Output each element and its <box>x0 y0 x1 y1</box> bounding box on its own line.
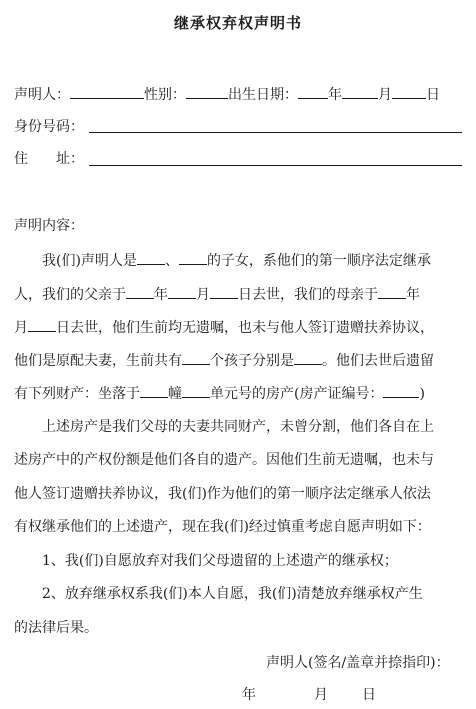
p1-text: 年 <box>154 287 168 303</box>
p1-text: 年 <box>406 287 420 303</box>
mother-month-blank[interactable] <box>28 317 56 332</box>
content-label: 声明内容： <box>14 218 84 234</box>
mother-year-blank[interactable] <box>378 284 406 299</box>
paragraph1-line4 <box>14 350 466 370</box>
address-label: 住 址： <box>14 151 84 167</box>
child-parent-blank-2[interactable] <box>179 250 207 265</box>
birth-year-label: 年 <box>328 87 342 103</box>
child-parent-blank-1[interactable] <box>137 250 165 265</box>
signature-month-label: 月 <box>314 687 328 703</box>
address-blank[interactable] <box>89 165 462 166</box>
birth-year-blank[interactable] <box>298 84 328 99</box>
paragraph1-line3 <box>14 317 466 337</box>
signature-label: 声明人(签名/盖章并捺指印)： <box>266 655 450 671</box>
p1-text: 。他们去世后遗留 <box>322 353 434 369</box>
p1-text: 日去世，他们生前均无遗嘱，也未与他人签订遗赠扶养协议， <box>56 320 434 336</box>
building-blank[interactable] <box>182 383 210 398</box>
children-count-blank[interactable] <box>182 350 210 365</box>
p1-text: 月 <box>196 287 210 303</box>
paragraph2-line2: 述房产中的产权份额是他们各自的遗产。因他们生前无遗嘱，也未与 <box>14 452 434 468</box>
p1-text: 我(们)声明人是 <box>42 253 137 269</box>
p1-text: 日去世，我们的母亲于 <box>238 287 378 303</box>
address-row <box>14 149 464 169</box>
declarant-info-row <box>14 84 464 104</box>
children-names-blank[interactable] <box>294 350 322 365</box>
signature-year-label: 年 <box>242 687 256 703</box>
birth-date-label: 出生日期： <box>228 87 298 103</box>
p1-text: 人，我们的父亲于 <box>14 287 126 303</box>
p1-text: 单元号的房产(房产证编号： <box>210 386 384 402</box>
p1-text: ) <box>419 386 425 402</box>
birth-month-blank[interactable] <box>342 84 378 99</box>
father-month-blank[interactable] <box>168 284 196 299</box>
gender-label: 性别： <box>144 87 186 103</box>
birth-month-label: 月 <box>378 87 392 103</box>
gender-blank[interactable] <box>186 84 228 99</box>
declarant-name-blank[interactable] <box>70 84 144 99</box>
paragraph1-line1 <box>14 250 476 270</box>
property-location-blank[interactable] <box>140 383 168 398</box>
document-title: 继承权弃权声明书 <box>173 14 302 32</box>
paragraph2-line1: 上述房产是我们父母的夫妻共同财产，未曾分割，他们各自在上 <box>42 419 434 435</box>
p1-text: 有下列财产：坐落于 <box>14 386 140 402</box>
birth-day-blank[interactable] <box>392 84 426 99</box>
certificate-number-blank[interactable] <box>383 383 419 398</box>
father-year-blank[interactable] <box>126 284 154 299</box>
p1-text: 幢 <box>168 386 182 402</box>
p1-text: 他们是原配夫妻，生前共有 <box>14 353 182 369</box>
p1-text: 个孩子分别是 <box>210 353 294 369</box>
id-number-label: 身份号码： <box>14 119 84 135</box>
declarant-label: 声明人： <box>14 87 70 103</box>
birth-day-label: 日 <box>426 87 440 103</box>
paragraph2-line3: 他人签订遗赠扶养协议，我(们)作为他们的第一顺序法定继承人依法 <box>14 486 431 502</box>
statement-item-2-line2: 的法律后果。 <box>14 620 98 636</box>
father-day-blank[interactable] <box>210 284 238 299</box>
p1-text: 月 <box>14 320 28 336</box>
statement-item-1: 1、我(们)自愿放弃对我们父母遗留的上述遗产的继承权； <box>42 553 398 569</box>
p1-text: 、 <box>164 253 179 269</box>
id-number-row <box>14 117 464 137</box>
paragraph2-line4: 有权继承他们的上述遗产，现在我(们)经过慎重考虑自愿声明如下： <box>14 519 431 535</box>
paragraph1-line5 <box>14 383 466 403</box>
paragraph1-line2 <box>14 284 466 304</box>
statement-item-2-line1: 2、放弃继承权系我(们)本人自愿，我(们)清楚放弃继承权产生 <box>42 586 423 602</box>
signature-day-label: 日 <box>362 687 376 703</box>
p1-text: 的子女，系他们的第一顺序法定继承 <box>206 253 431 269</box>
id-number-blank[interactable] <box>89 132 462 133</box>
